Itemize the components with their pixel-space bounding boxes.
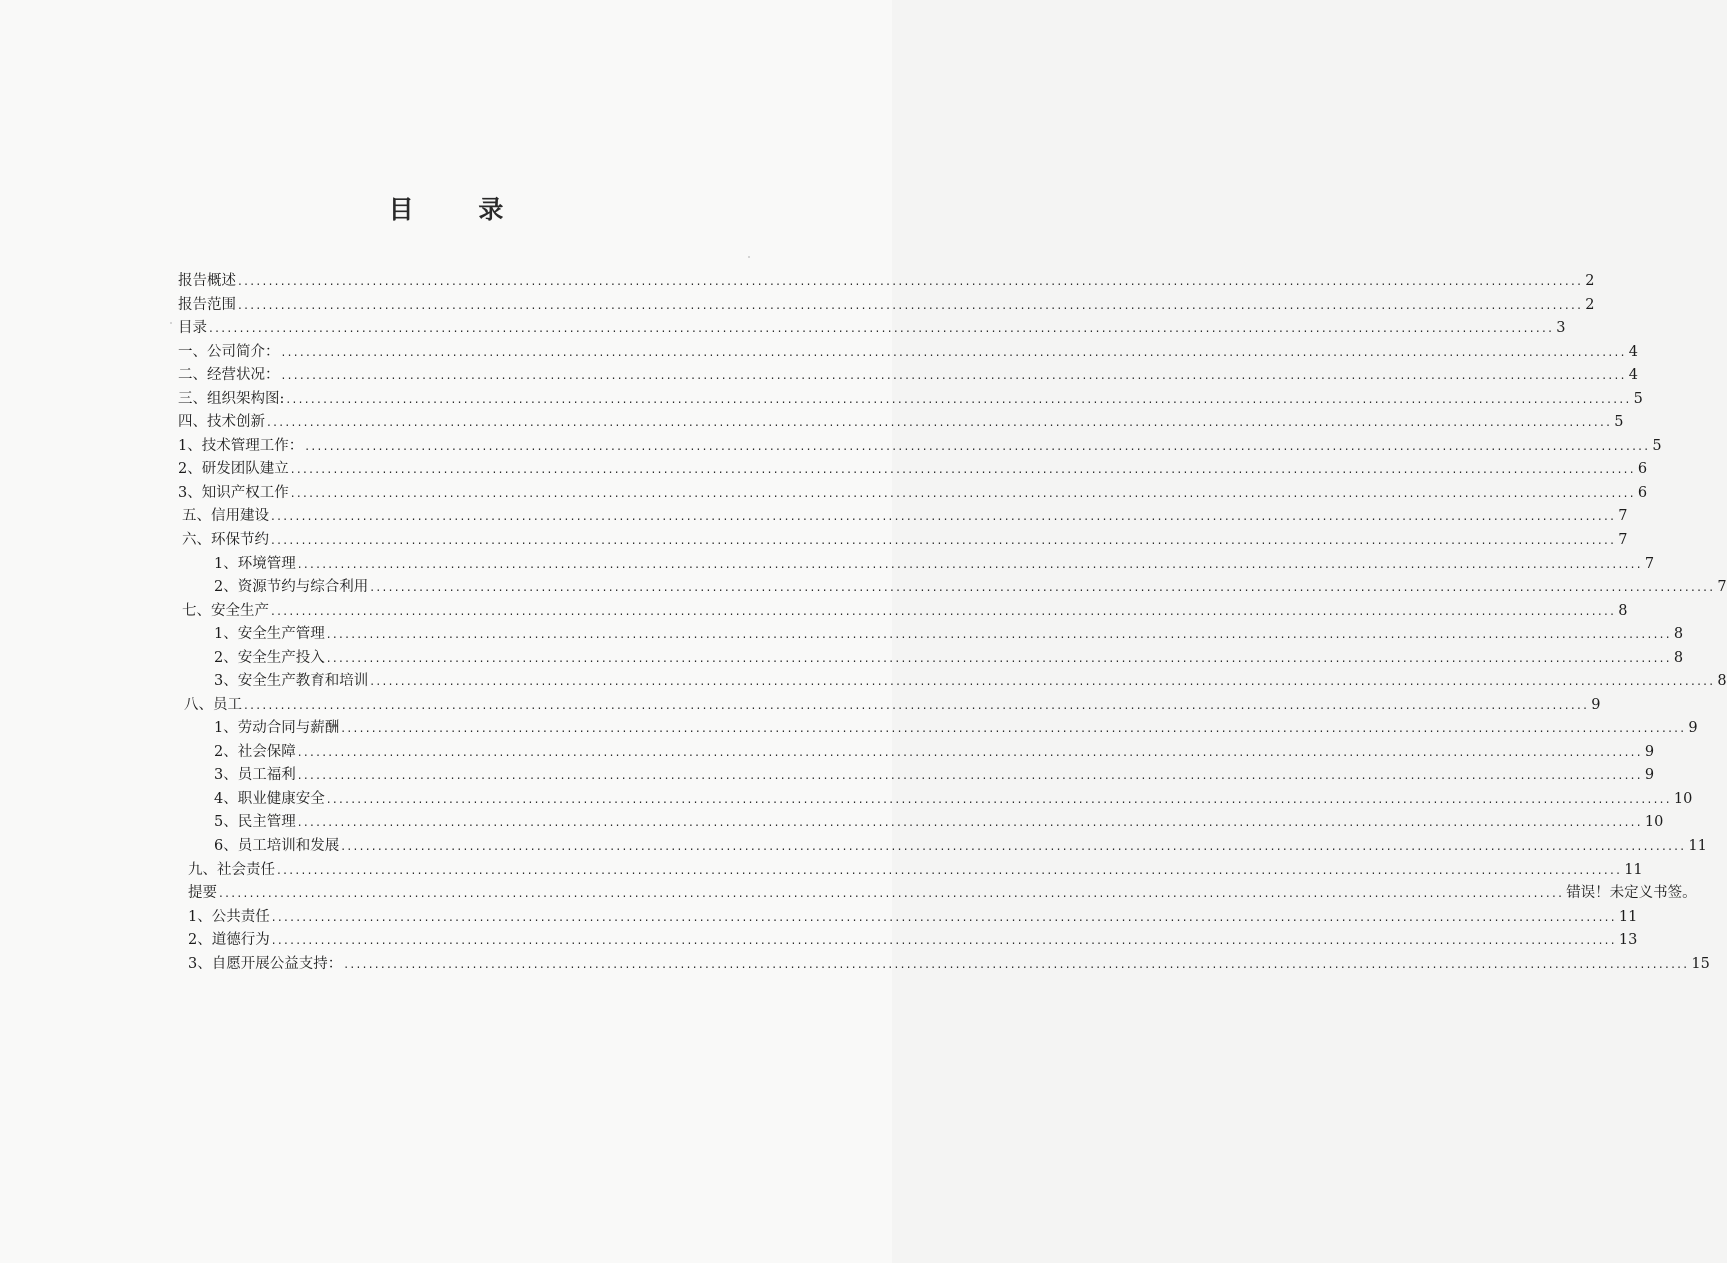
toc-entry-page: 9 — [1644, 744, 1655, 760]
toc-entry-page: 7 — [1618, 508, 1628, 524]
toc-entry — [188, 882, 1697, 905]
toc-entry-label: 1、技术管理工作： — [178, 438, 304, 454]
toc-entry-label: 八、员工 — [184, 697, 242, 713]
toc-entry — [188, 929, 1638, 952]
toc-entry — [178, 411, 1624, 434]
toc-entry — [178, 364, 1638, 387]
toc-entry-page: 9 — [1591, 697, 1601, 713]
toc-leader-dots: ............................................................................................................................................................................................................................ — [281, 345, 1627, 359]
toc-entry-label: 提要 — [188, 885, 217, 901]
toc-entry — [178, 482, 1648, 505]
toc-entry — [178, 341, 1638, 364]
toc-leader-dots: ............................................................................................................................................................................................................................ — [305, 439, 1651, 453]
toc-entry-page: 8 — [1717, 673, 1727, 689]
toc-entry — [188, 953, 1710, 976]
toc-leader-dots: ............................................................................................................................................................................................................................ — [219, 886, 1565, 900]
toc-entry-label: 1、公共责任 — [188, 909, 270, 925]
toc-entry-label: 1、安全生产管理 — [214, 626, 325, 642]
toc-entry-page: 5 — [1614, 414, 1624, 430]
toc-entry-page: 7 — [1717, 579, 1727, 595]
toc-entry-label: 3、知识产权工作 — [178, 485, 289, 501]
toc-entry — [214, 764, 1655, 787]
toc-entry-page: 10 — [1673, 791, 1693, 807]
toc-entry-label: 六、环保节约 — [182, 532, 269, 548]
toc-entry-label: 4、职业健康安全 — [214, 791, 325, 807]
toc-entry — [178, 317, 1566, 340]
toc-entry-page: 7 — [1644, 556, 1655, 572]
toc-leader-dots: ............................................................................................................................................................................................................................ — [341, 839, 1687, 853]
toc-title: 目 录 — [388, 195, 532, 224]
toc-entry-page: 8 — [1618, 603, 1628, 619]
toc-leader-dots: ............................................................................................................................................................................................................................ — [290, 462, 1636, 476]
toc-entry-label: 二、经营状况： — [178, 367, 280, 383]
toc-entry — [214, 741, 1655, 764]
toc-leader-dots: ............................................................................................................................................................................................................................ — [238, 298, 1584, 312]
toc-leader-dots: ............................................................................................................................................................................................................................ — [277, 863, 1623, 877]
toc-entry-page: 错误！未定义书签。 — [1566, 885, 1697, 901]
toc-leader-dots: ............................................................................................................................................................................................................................ — [297, 557, 1643, 571]
toc-entry-label: 2、道德行为 — [188, 932, 270, 948]
toc-entry-label: 3、自愿开展公益支持： — [188, 956, 343, 972]
toc-entry-page: 9 — [1688, 720, 1698, 736]
toc-entry-label: 5、民主管理 — [214, 814, 296, 830]
toc-entry-label: 2、安全生产投入 — [214, 650, 325, 666]
toc-entry — [188, 906, 1638, 929]
toc-entry-label: 6、员工培训和发展 — [214, 838, 340, 854]
toc-entry — [178, 270, 1595, 293]
toc-entry-page: 5 — [1633, 391, 1643, 407]
toc-leader-dots: ............................................................................................................................................................................................................................ — [267, 415, 1613, 429]
toc-entry-page: 6 — [1637, 485, 1648, 501]
toc-entry-label: 七、安全生产 — [182, 603, 269, 619]
toc-entry-page: 11 — [1688, 838, 1707, 854]
toc-leader-dots: ............................................................................................................................................................................................................................ — [297, 815, 1643, 829]
toc-entry-label: 五、信用建设 — [182, 508, 269, 524]
toc-entry-label: 报告范围 — [178, 297, 236, 313]
toc-leader-dots: ............................................................................................................................................................................................................................ — [326, 627, 1672, 641]
toc-entry-label: 四、技术创新 — [178, 414, 265, 430]
toc-leader-dots: ............................................................................................................................................................................................................................ — [244, 698, 1590, 712]
toc-entry-page: 11 — [1624, 862, 1643, 878]
toc-entry-page: 8 — [1673, 650, 1684, 666]
toc-entry-page: 4 — [1628, 367, 1638, 383]
toc-entry — [178, 458, 1648, 481]
toc-entry-page: 15 — [1691, 956, 1710, 972]
scan-speck — [170, 322, 172, 324]
toc-entry — [214, 647, 1684, 670]
toc-entry-label: 三、组织架构图: — [178, 391, 285, 407]
toc-entry — [178, 294, 1595, 317]
toc-leader-dots: ............................................................................................................................................................................................................................ — [271, 933, 1617, 947]
toc-leader-dots: ............................................................................................................................................................................................................................ — [286, 392, 1632, 406]
toc-entry-label: 目录 — [178, 320, 207, 336]
toc-entry-label: 2、研发团队建立 — [178, 461, 289, 477]
toc-entry — [214, 576, 1727, 599]
toc-entry — [182, 505, 1628, 528]
toc-entry-page: 11 — [1618, 909, 1638, 925]
toc-leader-dots: ............................................................................................................................................................................................................................ — [341, 721, 1687, 735]
toc-entry — [188, 859, 1643, 882]
toc-entry-label: 一、公司简介： — [178, 344, 280, 360]
toc-leader-dots: ............................................................................................................................................................................................................................ — [326, 651, 1672, 665]
toc-entry-page: 8 — [1673, 626, 1684, 642]
toc-leader-dots: ............................................................................................................................................................................................................................ — [326, 792, 1672, 806]
toc-leader-dots: ............................................................................................................................................................................................................................ — [238, 274, 1584, 288]
toc-entry-page: 2 — [1585, 273, 1595, 289]
toc-leader-dots: ............................................................................................................................................................................................................................ — [209, 321, 1555, 335]
toc-leader-dots: ............................................................................................................................................................................................................................ — [271, 509, 1617, 523]
scan-speck — [748, 256, 750, 258]
toc-entry-label: 1、劳动合同与薪酬 — [214, 720, 340, 736]
toc-entry-page: 3 — [1556, 320, 1566, 336]
toc-entry-label: 1、环境管理 — [214, 556, 296, 572]
toc-leader-dots: ............................................................................................................................................................................................................................ — [290, 486, 1636, 500]
toc-leader-dots: ............................................................................................................................................................................................................................ — [297, 768, 1643, 782]
toc-entry-label: 报告概述 — [178, 273, 236, 289]
toc-entry-page: 2 — [1585, 297, 1595, 313]
toc-entry — [184, 694, 1601, 717]
toc-entry-label: 3、员工福利 — [214, 767, 296, 783]
toc-entry-label: 3、安全生产教育和培训 — [214, 673, 369, 689]
toc-leader-dots: ............................................................................................................................................................................................................................ — [271, 910, 1617, 924]
toc-entry — [182, 600, 1628, 623]
toc-entry — [214, 835, 1707, 858]
toc-entry-page: 10 — [1644, 814, 1664, 830]
toc-entry-label: 2、社会保障 — [214, 744, 296, 760]
toc-entry-label: 九、社会责任 — [188, 862, 275, 878]
toc-entry — [178, 435, 1662, 458]
toc-leader-dots: ............................................................................................................................................................................................................................ — [370, 580, 1716, 594]
toc-leader-dots: ............................................................................................................................................................................................................................ — [297, 745, 1643, 759]
toc-leader-dots: ............................................................................................................................................................................................................................ — [281, 368, 1627, 382]
toc-entry — [182, 529, 1628, 552]
toc-entry-page: 9 — [1644, 767, 1655, 783]
toc-entry — [178, 388, 1643, 411]
toc-entry-page: 4 — [1628, 344, 1638, 360]
toc-entry — [214, 717, 1698, 740]
toc-entry-page: 5 — [1652, 438, 1662, 454]
toc-leader-dots: ............................................................................................................................................................................................................................ — [344, 957, 1690, 971]
toc-leader-dots: ............................................................................................................................................................................................................................ — [370, 674, 1716, 688]
toc-entry-page: 7 — [1618, 532, 1628, 548]
toc-entry — [214, 670, 1727, 693]
toc-entry — [214, 811, 1664, 834]
toc-entry-page: 6 — [1637, 461, 1648, 477]
toc-entry — [214, 788, 1693, 811]
toc-leader-dots: ............................................................................................................................................................................................................................ — [271, 604, 1617, 618]
toc-entry — [214, 623, 1684, 646]
toc-entry — [214, 553, 1655, 576]
toc-entry-label: 2、资源节约与综合利用 — [214, 579, 369, 595]
toc-entry-page: 13 — [1618, 932, 1638, 948]
toc-leader-dots: ............................................................................................................................................................................................................................ — [271, 533, 1617, 547]
